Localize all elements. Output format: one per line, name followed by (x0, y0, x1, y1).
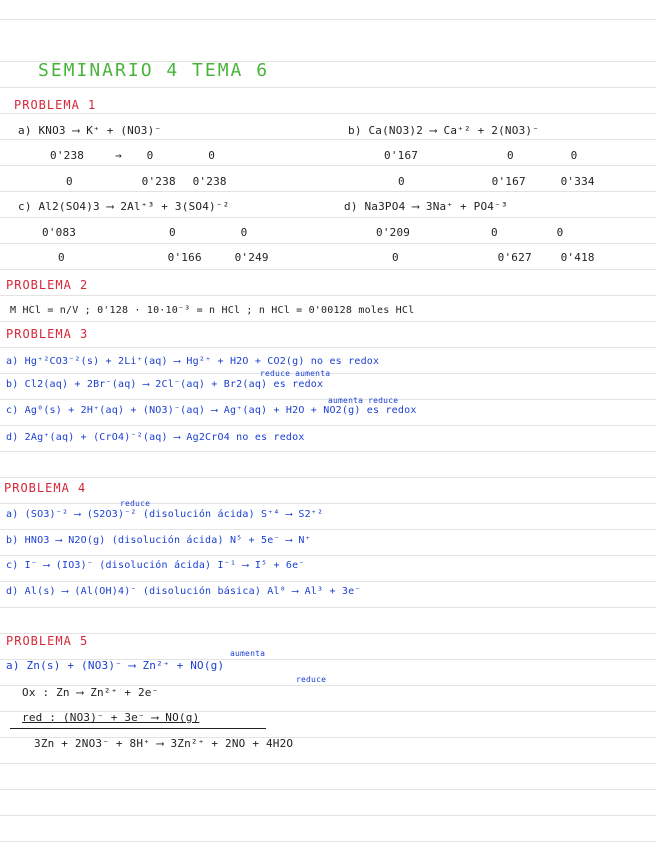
p1-c-equation: c) Al2(SO4)3 ⟶ 2Al⁺³ + 3(SO4)⁻² (18, 200, 230, 213)
p1-c-initial: 0'083 0 0 (42, 226, 248, 239)
p1-d-final: 0 0'627 0'418 (392, 251, 595, 264)
p3-b-annotation: reduce aumenta (260, 369, 331, 378)
p1-a-initial: 0'238 → 0 0 (50, 149, 216, 162)
p3-c-equation: c) Ag⁰(s) + 2H⁺(aq) + (NO3)⁻(aq) ⟶ Ag⁺(aq) + H2O + NO2(g) es redox (6, 405, 417, 416)
p1-c-final: 0 0'166 0'249 (58, 251, 269, 264)
p1-b-final: 0 0'167 0'334 (398, 175, 595, 188)
p1-a-equation: a) KNO3 ⟶ K⁺ + (NO3)⁻ (18, 124, 162, 137)
p4-a-annotation: reduce (120, 499, 151, 508)
problem-3-heading: PROBLEMA 3 (6, 327, 89, 341)
p1-b-equation: b) Ca(NO3)2 ⟶ Ca⁺² + 2(NO3)⁻ (348, 124, 540, 137)
p5-annotation-top: aumenta (230, 649, 266, 658)
p2-calculation: M HCl = n/V ; 0'128 · 10·10⁻³ = n HCl ; n HCl = 0'00128 moles HCl (10, 305, 415, 316)
p4-c-equation: c) I⁻ ⟶ (IO3)⁻ (disolución ácida) I⁻¹ ⟶ I⁵ + 6e⁻ (6, 560, 305, 571)
page-title: SEMINARIO 4 TEMA 6 (38, 60, 270, 81)
p5-oxidation: Ox : Zn ⟶ Zn²⁺ + 2e⁻ (22, 686, 159, 699)
problem-1-heading: PROBLEMA 1 (14, 98, 97, 112)
p1-d-initial: 0'209 0 0 (376, 226, 564, 239)
sum-rule (10, 728, 266, 729)
p5-total: 3Zn + 2NO3⁻ + 8H⁺ ⟶ 3Zn²⁺ + 2NO + 4H2O (34, 737, 294, 750)
p1-a-final: 0 0'238 0'238 (66, 175, 227, 188)
p3-b-equation: b) Cl2(aq) + 2Br⁻(aq) ⟶ 2Cl⁻(aq) + Br2(aq) es redox (6, 379, 324, 390)
problem-5-heading: PROBLEMA 5 (6, 634, 89, 648)
problem-2-heading: PROBLEMA 2 (6, 278, 89, 292)
p4-b-equation: b) HNO3 ⟶ N2O(g) (disolución ácida) N⁵ + 5e⁻ ⟶ N⁺ (6, 535, 311, 546)
p1-b-initial: 0'167 0 0 (384, 149, 578, 162)
p3-c-annotation: aumenta reduce (328, 396, 399, 405)
p1-d-equation: d) Na3PO4 ⟶ 3Na⁺ + PO4⁻³ (344, 200, 508, 213)
p4-a-equation: a) (SO3)⁻² ⟶ (S2O3)⁻² (disolución ácida) S⁺⁴ ⟶ S2⁺² (6, 509, 324, 520)
p5-a-equation: a) Zn(s) + (NO3)⁻ ⟶ Zn²⁺ + NO(g) (6, 659, 225, 672)
p5-annotation-bottom: reduce (296, 675, 327, 684)
problem-4-heading: PROBLEMA 4 (4, 481, 87, 495)
p3-a-equation: a) Hg⁺²CO3⁻²(s) + 2Li⁺(aq) ⟶ Hg²⁺ + H2O + CO2(g) no es redox (6, 356, 380, 367)
p5-reduction: red : (NO3)⁻ + 3e⁻ ⟶ NO(g) (22, 711, 200, 724)
p4-d-equation: d) Al(s) ⟶ (Al(OH)4)⁻ (disolución básica) Al⁰ ⟶ Al³ + 3e⁻ (6, 586, 361, 597)
p3-d-equation: d) 2Ag⁺(aq) + (CrO4)⁻²(aq) ⟶ Ag2CrO4 no es redox (6, 432, 305, 443)
